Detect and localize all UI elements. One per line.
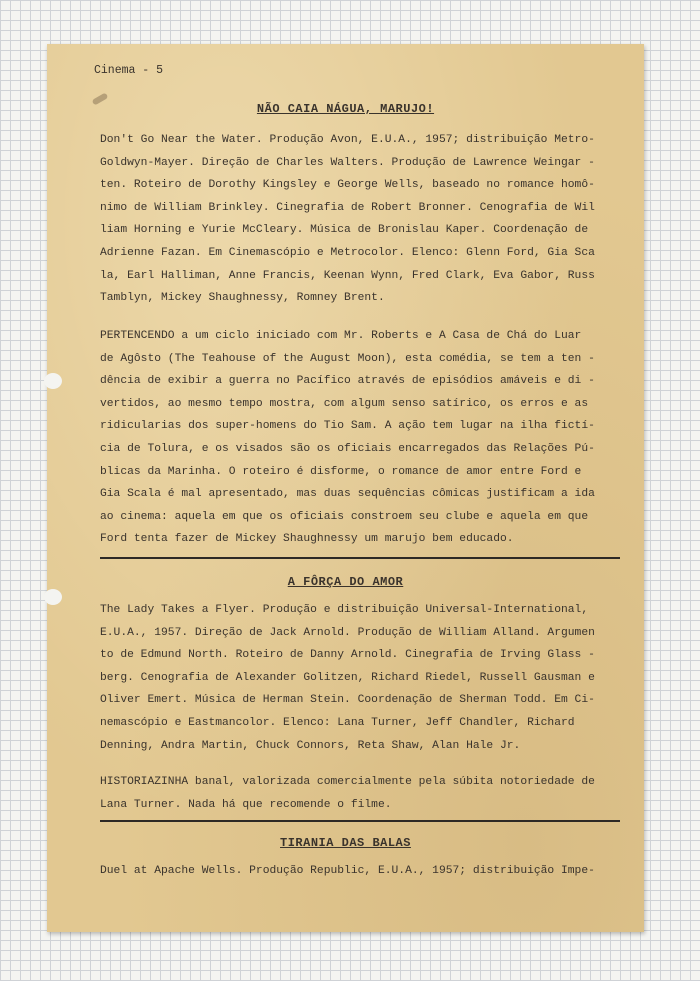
text-line: dência de exibir a guerra no Pacífico através de episódios amáveis e di - xyxy=(100,375,595,388)
text-line: Lana Turner. Nada há que recomende o filme. xyxy=(100,798,392,811)
text-line: liam Horning e Yurie McCleary. Música de Bronislau Kaper. Coordenação de xyxy=(100,224,589,237)
text-line: ridicularias dos super-homens do Tio Sam. A ação tem lugar na ilha fictí- xyxy=(100,420,595,433)
text-line: Duel at Apache Wells. Produção Republic, E.U.A., 1957; distribuição Impe- xyxy=(100,865,595,877)
punch-hole xyxy=(44,589,62,605)
typed-page xyxy=(47,44,644,932)
credits-paragraph xyxy=(100,860,617,883)
credits-paragraph xyxy=(100,599,617,757)
text-line: Ford tenta fazer de Mickey Shaughnessy um marujo bem educado. xyxy=(100,533,514,546)
text-line: Oliver Emert. Música de Herman Stein. Coordenação de Sherman Todd. Em Ci- xyxy=(100,694,595,707)
text-line: ao cinema: aquela em que os oficiais constroem seu clube e aquela em que xyxy=(100,510,589,523)
section-divider xyxy=(100,820,620,822)
text-line: Adrienne Fazan. Em Cinemascópio e Metrocolor. Elenco: Glenn Ford, Gia Sca xyxy=(100,246,595,259)
text-line: berg. Cenografia de Alexander Golitzen, Richard Riedel, Russell Gausman e xyxy=(100,671,595,684)
page-header: Cinema - 5 xyxy=(94,64,164,77)
text-line: E.U.A., 1957. Direção de Jack Arnold. Produção de William Alland. Argumen xyxy=(100,626,595,639)
text-line: Don't Go Near the Water. Produção Avon, E.U.A., 1957; distribuição Metro- xyxy=(100,134,595,146)
section-title: NÃO CAIA NÁGUA, MARUJO! xyxy=(256,102,435,116)
text-line: vertidos, ao mesmo tempo mostra, com algum senso satírico, os erros e as xyxy=(100,397,589,410)
text-line: Goldwyn-Mayer. Direção de Charles Walters. Produção de Lawrence Weingar - xyxy=(100,156,595,169)
text-line: blicas da Marinha. O roteiro é disforme, o romance de amor entre Ford e xyxy=(100,465,582,478)
text-line: PERTENCENDO a um ciclo iniciado com Mr. Roberts e A Casa de Chá do Luar xyxy=(100,330,582,342)
text-line: Gia Scala é mal apresentado, mas duas sequências cômicas justificam a ida xyxy=(100,488,595,501)
text-line: HISTORIAZINHA banal, valorizada comercialmente pela súbita notoriedade de xyxy=(100,776,595,788)
review-paragraph xyxy=(100,325,617,551)
section-title: A FÔRÇA DO AMOR xyxy=(287,575,404,589)
text-line: nemascópio e Eastmancolor. Elenco: Lana Turner, Jeff Chandler, Richard xyxy=(100,716,575,729)
section-title: TIRANIA DAS BALAS xyxy=(280,836,411,850)
text-line: cia de Tolura, e os visados são os oficiais encarregados das Relações Pú- xyxy=(100,442,595,455)
text-line: The Lady Takes a Flyer. Produção e distribuição Universal-International, xyxy=(100,604,589,616)
punch-hole xyxy=(44,373,62,389)
text-line: to de Edmund North. Roteiro de Danny Arnold. Cinegrafia de Irving Glass - xyxy=(100,649,595,662)
text-line: ten. Roteiro de Dorothy Kingsley e George Wells, baseado no romance homô- xyxy=(100,179,595,192)
section-divider xyxy=(100,557,620,559)
text-line: de Agôsto (The Teahouse of the August Moon), esta comédia, se tem a ten - xyxy=(100,352,595,365)
text-line: Denning, Andra Martin, Chuck Connors, Reta Shaw, Alan Hale Jr. xyxy=(100,739,521,752)
credits-paragraph xyxy=(100,129,617,310)
review-paragraph xyxy=(100,771,617,816)
text-line: nimo de William Brinkley. Cinegrafia de Robert Bronner. Cenografia de Wil xyxy=(100,201,595,214)
text-line: Tamblyn, Mickey Shaughnessy, Romney Brent. xyxy=(100,292,385,305)
text-line: la, Earl Halliman, Anne Francis, Keenan Wynn, Fred Clark, Eva Gabor, Russ xyxy=(100,269,595,282)
